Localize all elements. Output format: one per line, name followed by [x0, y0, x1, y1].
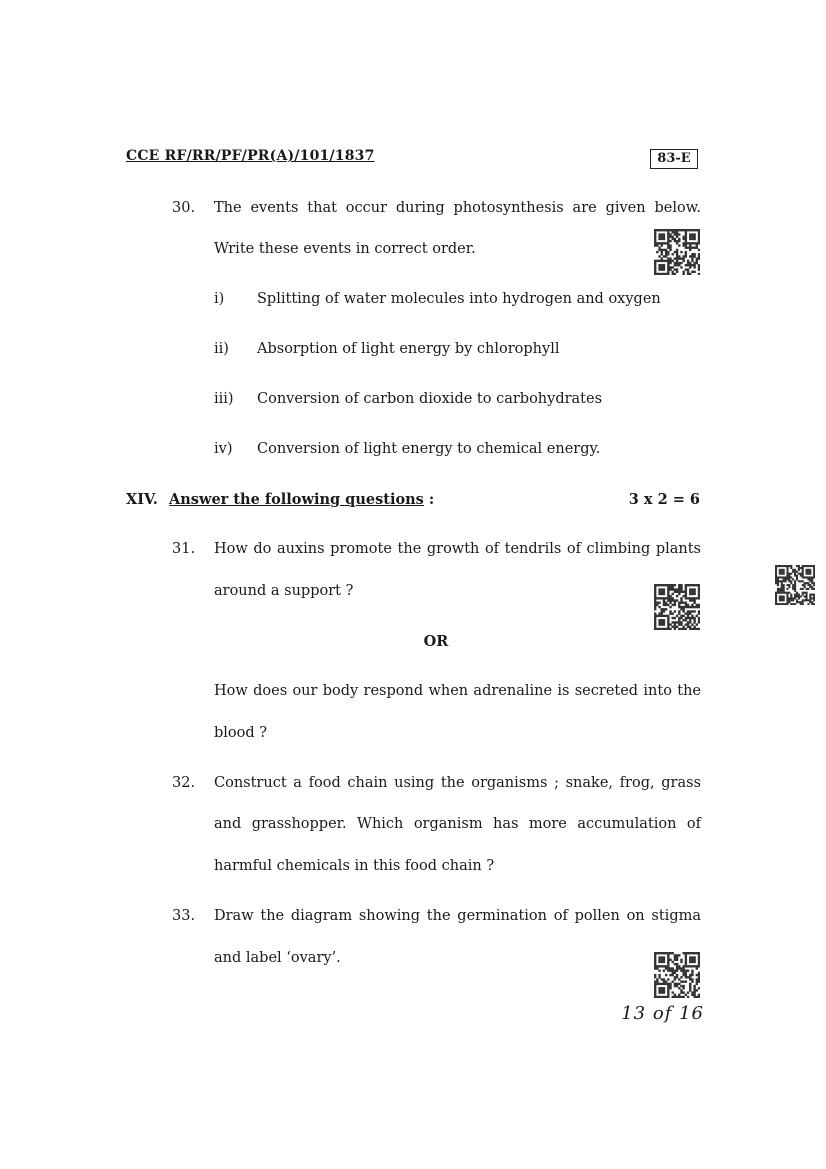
section-colon: :	[428, 491, 435, 508]
q30-line2: Write these events in correct order.	[214, 241, 476, 257]
q30-item4-text: Conversion of light energy to chemical energy.	[257, 441, 601, 457]
q30-item1-text: Splitting of water molecules into hydrogen and oxygen	[257, 291, 661, 307]
q31-line1: How do auxins promote the growth of tendrils of climbing plants	[214, 541, 701, 557]
q32-number: 32.	[172, 775, 196, 791]
section-number: XIV.	[126, 491, 158, 508]
q32-line3: harmful chemicals in this food chain ?	[214, 858, 495, 874]
q30-qr-code-icon	[654, 229, 700, 275]
q31-alt-line2: blood ?	[214, 725, 268, 741]
q31-alt-line1: How does our body respond when adrenaline is secreted into the	[214, 683, 701, 699]
q30-item3-number: iii)	[214, 391, 234, 407]
q30-item1-number: i)	[214, 291, 225, 307]
q30-item2-text: Absorption of light energy by chlorophyll	[257, 341, 560, 357]
q33-line2: and label ‘ovary’.	[214, 950, 341, 966]
section-title: Answer the following questions	[169, 491, 424, 508]
q31-number: 31.	[172, 541, 196, 557]
q30-number: 30.	[172, 200, 196, 216]
q33-number: 33.	[172, 908, 196, 924]
q31-line2: around a support ?	[214, 583, 354, 599]
q33-qr-code-icon	[654, 952, 700, 998]
q32-line1: Construct a food chain using the organisms ; snake, frog, grass	[214, 775, 701, 791]
q30-item4-number: iv)	[214, 441, 233, 457]
side-qr-code-icon	[775, 565, 815, 605]
q30-item2-number: ii)	[214, 341, 229, 357]
q32-line2: and grasshopper. Which organism has more accumulation of	[214, 816, 701, 832]
page-number: 13 of 16	[621, 1003, 704, 1024]
section-marks: 3 x 2 = 6	[628, 491, 700, 508]
q30-item3-text: Conversion of carbon dioxide to carbohydrates	[257, 391, 603, 407]
exam-code: CCE RF/RR/PF/PR(A)/101/1837	[126, 148, 375, 164]
q33-line1: Draw the diagram showing the germination of pollen on stigma	[214, 908, 701, 924]
q30-line1: The events that occur during photosynthesis are given below.	[214, 200, 701, 216]
paper-code-box: 83-E	[650, 149, 698, 169]
q31-qr-code-icon	[654, 584, 700, 630]
or-separator: OR	[423, 633, 449, 650]
section-heading	[169, 491, 434, 508]
